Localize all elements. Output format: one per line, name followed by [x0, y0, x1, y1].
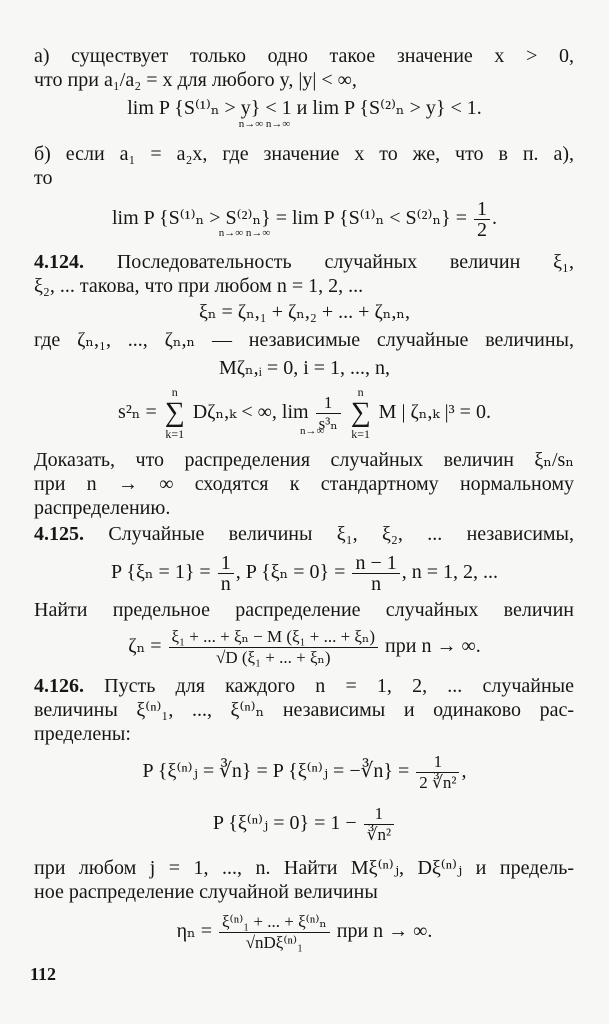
formula-part: ζₙ =	[128, 635, 162, 657]
fraction-one-over-cbrt	[364, 804, 394, 845]
text-line: Случайные величины ξ₁, ξ₂, ... независимы,	[84, 523, 574, 545]
fraction-denominator: √nDξ⁽ⁿ⁾₁	[245, 932, 304, 952]
sum-lower: k=1	[165, 427, 185, 442]
formula-part: Dζₙ,ₖ < ∞, lim	[192, 401, 309, 423]
fraction-numerator: n − 1	[352, 553, 399, 574]
formula-limits: lim P {S⁽¹⁾ₙ > y} < 1 и lim P {S⁽²⁾ₙ > y} < 1.	[127, 97, 482, 119]
text-line: ное распределение случайной величины	[34, 881, 378, 903]
fraction-eta	[219, 912, 330, 953]
formula-expectation: Mζₙ,ᵢ = 0, i = 1, ..., n,	[218, 357, 391, 379]
problem-4-126	[34, 674, 574, 698]
fraction-denominator: n	[220, 572, 231, 595]
text-line: Последовательность случайных величин ξ₁,	[84, 251, 574, 273]
text-line: величины ξ⁽ⁿ⁾₁, ..., ξ⁽ⁿ⁾ₙ независимы и одинаково рас-	[34, 699, 574, 721]
formula-part: при n → ∞.	[331, 920, 433, 942]
fraction-numerator: 1	[316, 393, 341, 414]
formula-part: lim P {S⁽¹⁾ₙ > S⁽²⁾ₙ} = lim P {S⁽¹⁾ₙ < S⁽²⁾ₙ} =	[112, 207, 467, 229]
fraction-one-over-n	[218, 553, 234, 594]
problem-number: 4.124.	[34, 251, 84, 273]
formula-part: .	[492, 207, 497, 229]
fraction-denominator: s³ₙ	[318, 413, 338, 433]
formula-normalized-sum	[0, 622, 609, 670]
sum-upper: n	[357, 385, 364, 400]
formula-part: P {ξ⁽ⁿ⁾ⱼ = ∛n} = P {ξ⁽ⁿ⁾ⱼ = −∛n} =	[142, 760, 410, 782]
problem-4-125	[34, 522, 574, 546]
fraction-numerator: 1	[364, 804, 394, 825]
fraction-half-cbrt	[416, 752, 459, 793]
formula-part: , P {ξₙ = 0} =	[235, 561, 346, 583]
sum-operator	[165, 385, 185, 441]
formula-limit-sub: n→∞	[300, 425, 325, 437]
fraction-numerator: 1	[474, 199, 490, 220]
text-line: а) существует только одно такое значение x > 0,	[34, 45, 574, 67]
text-line: при n → ∞ сходятся к стандартному нормальному	[34, 473, 574, 495]
formula-part: P {ξ⁽ⁿ⁾ⱼ = 0} = 1 −	[212, 812, 357, 834]
formula-part: M | ζₙ,ₖ |³ = 0.	[378, 401, 491, 423]
formula-part: ,	[461, 760, 467, 782]
formula-limit-sub: n→∞ n→∞	[238, 118, 291, 130]
fraction-denominator: n	[371, 572, 382, 595]
formula-part: , n = 1, 2, ...	[401, 561, 498, 583]
text-line: где ζₙ,₁, ..., ζₙ,ₙ — независимые случайные величины,	[34, 329, 574, 351]
fraction-normalized	[169, 627, 379, 668]
text-line: б) если a₁ = a₂x, где значение x то же, что в п. а),	[34, 143, 574, 165]
fraction-n-minus-one-over-n	[352, 553, 399, 594]
formula-part: P {ξₙ = 1} =	[111, 561, 211, 583]
fraction-denominator: 2 ∛n²	[419, 772, 457, 792]
problem-number: 4.126.	[34, 675, 84, 697]
formula-eta	[0, 906, 609, 956]
text-line: Найти предельное распределение случайных величин	[34, 599, 574, 621]
fraction-numerator: ξ⁽ⁿ⁾₁ + ... + ξ⁽ⁿ⁾ₙ	[219, 912, 330, 933]
text-line: Доказать, что распределения случайных величин ξₙ/sₙ	[34, 449, 574, 471]
formula-part: ηₙ =	[176, 920, 212, 942]
sum-sign: ∑	[350, 397, 371, 429]
sum-upper: n	[171, 385, 178, 400]
formula-part: при n → ∞.	[380, 635, 481, 657]
formula-part: s²ₙ =	[118, 401, 157, 423]
text-line: то	[34, 167, 53, 189]
sum-sign: ∑	[164, 397, 185, 429]
problem-number: 4.125.	[34, 523, 84, 545]
formula-zero-probability	[0, 800, 609, 846]
sum-operator	[351, 385, 371, 441]
text-line: что при a₁/a₂ = x для любого y, |y| < ∞,	[34, 69, 357, 91]
formula-limit-sub: n→∞ n→∞	[218, 227, 271, 239]
fraction-denominator: 2	[477, 218, 487, 241]
text-line: пределены:	[34, 723, 131, 745]
text-line: Пусть для каждого n = 1, 2, ... случайные	[84, 675, 574, 697]
formula-probabilities	[0, 550, 609, 594]
text-line: ξ₂, ... такова, что при любом n = 1, 2, ...	[34, 275, 364, 297]
formula-distribution	[0, 748, 609, 794]
fraction-denominator: ∛n²	[366, 824, 392, 844]
text-line: при любом j = 1, ..., n. Найти Mξ⁽ⁿ⁾ⱼ, Dξ⁽ⁿ⁾ⱼ и предель-	[34, 857, 574, 879]
problem-4-124	[34, 250, 574, 274]
fraction-denominator: √D (ξ₁ + ... + ξₙ)	[216, 647, 331, 667]
page-number: 112	[30, 964, 57, 984]
fraction-numerator: ξ₁ + ... + ξₙ − M (ξ₁ + ... + ξₙ)	[169, 627, 379, 648]
text-line: распределению.	[34, 497, 171, 519]
sum-lower: k=1	[351, 427, 371, 442]
fraction-numerator: 1	[416, 752, 459, 773]
fraction-numerator: 1	[218, 553, 234, 574]
formula-sum-definition: ξₙ = ζₙ,₁ + ζₙ,₂ + ... + ζₙ,ₙ,	[198, 301, 411, 323]
